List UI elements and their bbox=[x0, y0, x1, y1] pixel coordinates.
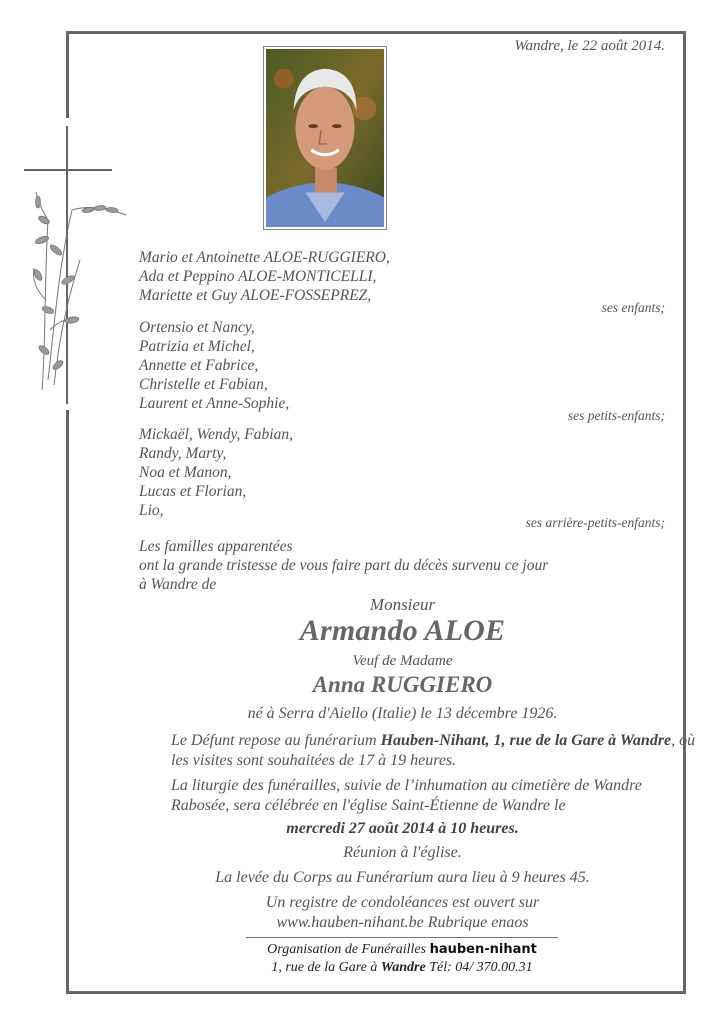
rest-paragraph bbox=[139, 731, 698, 771]
great-grandchildren-line-2: Randy, Marty, bbox=[139, 445, 227, 462]
portrait-photo bbox=[263, 46, 387, 230]
rest-text-1: Le Défunt repose au funérarium bbox=[171, 732, 381, 749]
families-line-2: ont la grande tristesse de vous faire part du décès survenu ce jour bbox=[139, 557, 549, 574]
great-grandchildren-line-1: Mickaël, Wendy, Fabian, bbox=[139, 426, 293, 443]
funeral-date-text: mercredi 27 août 2014 à 10 heures. bbox=[286, 820, 519, 837]
levee-info: La levée du Corps au Funérarium aura lieu à 9 heures 45. bbox=[215, 869, 590, 886]
cross-icon-horizontal bbox=[24, 169, 112, 171]
footer-phone: Tél: 04/ 370.00.31 bbox=[425, 960, 533, 975]
grandchildren-line-3: Annette et Fabrice, bbox=[139, 357, 259, 374]
children-line-1: Mario et Antoinette ALOE-RUGGIERO, bbox=[139, 249, 390, 266]
great-grandchildren-role: ses arrière-petits-enfants; bbox=[525, 515, 665, 530]
rest-text-2: , où les visites sont souhaitées de 17 à 19 heures. bbox=[171, 732, 696, 769]
funeral-home-address: Hauben-Nihant, 1, rue de la Gare à Wandre bbox=[380, 732, 672, 749]
grandchildren-line-4: Christelle et Fabian, bbox=[139, 376, 268, 393]
deceased-name: Armando ALOE bbox=[299, 614, 506, 647]
great-grandchildren-line-5: Lio, bbox=[139, 502, 164, 519]
footer-org bbox=[190, 942, 614, 958]
deceased-title: Monsieur bbox=[369, 595, 436, 614]
liturgy-paragraph: La liturgie des funérailles, suivie de l’inhumation au cimetière de Wandre Rabosée, sera célébrée en l'église Saint-Étienne de Wandre le bbox=[171, 777, 642, 814]
children-line-2: Ada et Peppino ALOE-MONTICELLI, bbox=[139, 268, 377, 285]
spouse-name: Anna RUGGIERO bbox=[312, 672, 493, 697]
brand-logo: hauben-nihant bbox=[429, 942, 537, 957]
birth-info: né à Serra d'Aiello (Italie) le 13 décembre 1926. bbox=[247, 705, 558, 722]
footer-org-text: Organisation de Funérailles bbox=[267, 942, 430, 957]
meeting-place: Réunion à l'église. bbox=[343, 844, 462, 861]
grandchildren-line-1: Ortensio et Nancy, bbox=[139, 319, 255, 336]
grandchildren-line-2: Patrizia et Michel, bbox=[139, 338, 255, 355]
footer-address bbox=[190, 960, 614, 976]
grandchildren-role: ses petits-enfants; bbox=[567, 408, 665, 423]
children-line-3: Mariette et Guy ALOE-FOSSEPREZ, bbox=[139, 287, 372, 304]
footer-address-prefix: 1, rue de la Gare à bbox=[271, 960, 381, 975]
footer-divider bbox=[246, 937, 558, 938]
children-role: ses enfants; bbox=[601, 300, 665, 315]
grandchildren-line-5: Laurent et Anne-Sophie, bbox=[139, 395, 290, 412]
great-grandchildren-line-4: Lucas et Florian, bbox=[139, 483, 247, 500]
families-line-1: Les familles apparentées bbox=[139, 538, 293, 555]
great-grandchildren-line-3: Noa et Manon, bbox=[139, 464, 232, 481]
wheat-plant-icon bbox=[28, 180, 138, 395]
registry-link[interactable]: www.hauben-nihant.be Rubrique enaos bbox=[276, 914, 529, 931]
footer-address-town: Wandre bbox=[380, 960, 426, 975]
registry-line-1: Un registre de condoléances est ouvert sur bbox=[265, 894, 540, 911]
families-line-3: à Wandre de bbox=[139, 576, 217, 593]
date-line: Wandre, le 22 août 2014. bbox=[514, 38, 665, 54]
funeral-date bbox=[139, 819, 666, 839]
widow-of-label: Veuf de Madame bbox=[352, 653, 453, 669]
